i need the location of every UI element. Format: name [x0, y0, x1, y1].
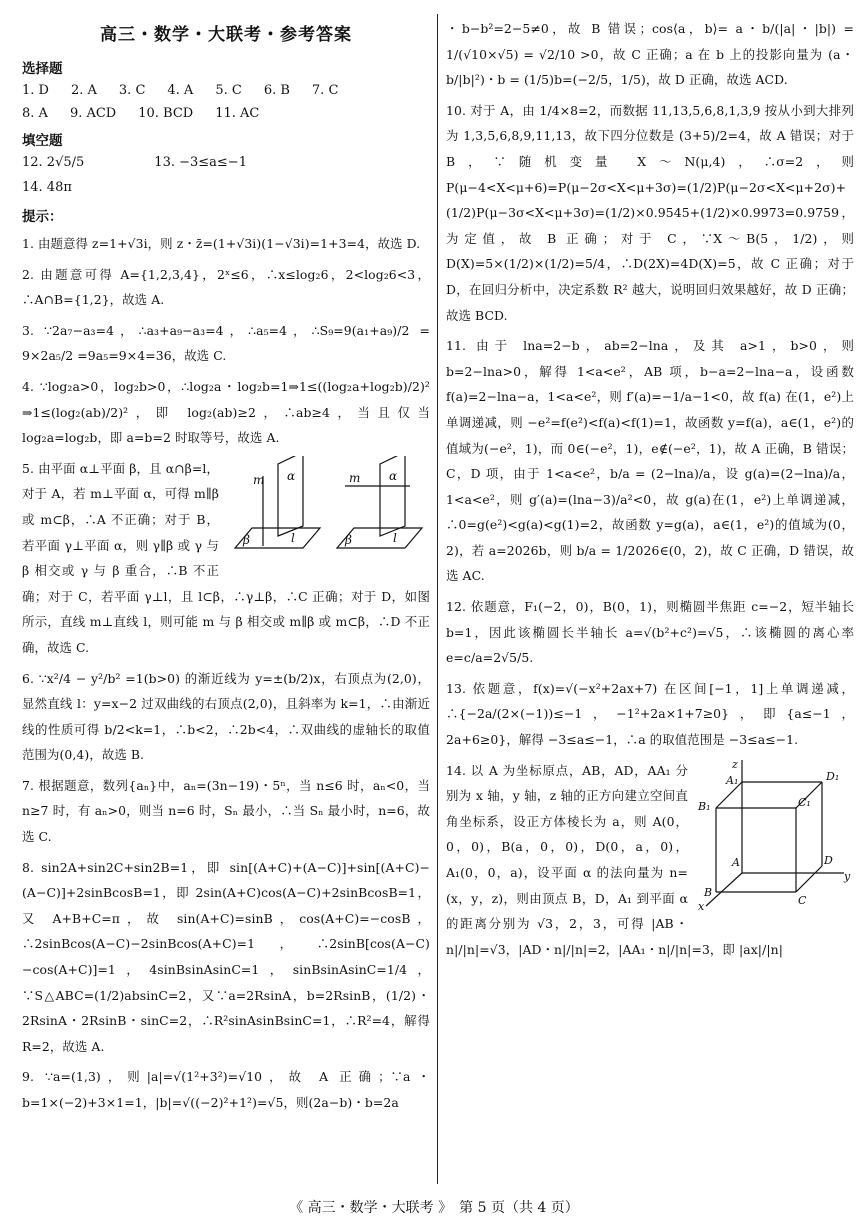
answer-10: 10. BCD	[138, 106, 194, 121]
answer-9: 9. ACD	[69, 106, 117, 121]
answer-11: 11. AC	[215, 106, 260, 121]
choice-heading: 选择题	[22, 61, 63, 77]
fig14-label-x: x	[698, 899, 705, 913]
hint-3: 3. ∵2a₇−a₃=4，∴a₃+a₉−a₃=4，∴a₅=4，∴S₉=9(a₁+a₉)/2 = 9×2a₅/2 =9a₅=9×4=36，故选 C.	[22, 322, 430, 364]
fig5-label-m2: m	[349, 470, 361, 485]
fig5-label-alpha: α	[287, 468, 296, 483]
answer-1: 1. D	[22, 83, 49, 98]
answer-13: 13. −3≤a≤−1	[154, 155, 247, 170]
hint-13: 13. 依题意，f(x)=√(−x²+2ax+7) 在区间[−1，1]上单调递减，∴{−2a/(2×(−1))≤−1，−1²+2a×1+7≥0}，即{a≤−1，2a+6≥0}，解得 −3≤a≤−1，∴a 的取值范围是 −3≤a≤−1.	[446, 680, 854, 748]
fig5-label-alpha2: α	[389, 468, 398, 483]
hint-1: 1. 由题意得 z=1+√3i，则 z・z̄=(1+√3i)(1−√3i)=1+3=4，故选 D.	[22, 236, 421, 251]
plane-figure	[225, 456, 430, 558]
hint-9: 9. ∵a=(1,3)，则|a|=√(1²+3²)=√10，故 A 正确；∵a・b=1×(−2)+3×1=1，|b|=√((−2)²+1²)=√5，则(2a−b)・b=2a	[22, 1069, 430, 1110]
fig14-label-b: B	[704, 885, 713, 899]
fig14-label-z: z	[732, 757, 738, 771]
fig14-label-a1: A₁	[726, 773, 739, 787]
fill-answers-row-2	[22, 180, 430, 195]
fig14-label-a: A	[732, 855, 740, 869]
choice-answers-row-1	[22, 83, 430, 98]
fig5-label-beta2: β	[345, 532, 352, 547]
answer-12: 12. 2√5/5	[22, 155, 85, 170]
answer-2: 2. A	[70, 83, 97, 98]
hint-2: 2. 由题意可得 A={1,2,3,4}，2ˣ≤6，∴x≤log₂6，2<log₂6<3，∴A∩B={1,2}，故选 A.	[22, 266, 430, 308]
answer-7: 7. C	[311, 83, 339, 98]
page-title: 高三・数学・大联考・参考答案	[100, 25, 352, 45]
plane-diagram-icon	[225, 456, 430, 558]
hint-11: 11. 由于 lna=2−b，ab=2−lna，及其 a>1，b>0，则 b=2−lna>0，解得 1<a<e²，AB 项，b−a=2−lna−a，设函数 f(a)=2−lna−a，1<a<e²，则 f′(a)=−1/a−1<0，故 f(a) 在(1，e²)上单调递减，则 −e²=f(e²)<f(a)<f(1)=1，故函数 y=f(a)，a∈(1，e²)的值域为(−e²，1)，而 0∈(−e²，1)，e∉(−e²，1)，故 A 正确，B 错误；C，D 项，由于 1<a<e²，b/a = (2−lna)/a，设 g(a)=(2−lna)/a，1<a<e²，则 g′(a)=(lna−3)/a²<0，故 g(a)在(1，e²)上单调递减，∴0=g(e²)<g(a)<g(1)=2，故函数 y=g(a)，a∈(1，e²)的值域为(0，2)，若 a=2026b，则 b/a = 1/2026∈(0，2)，故 C 正确，D 错误，故选 AC.	[446, 338, 854, 584]
answer-8: 8. A	[22, 106, 48, 121]
hint-4: 4. ∵log₂a>0，log₂b>0，∴log₂a・log₂b=1⇒1≤((log₂a+log₂b)/2)² ⇒1≤(log₂(ab)/2)²，即 log₂(ab)≥2，∴ab≥4，当且仅当 log₂a=log₂b，即 a=b=2 时取等号，故选 A.	[22, 378, 430, 446]
answer-3: 3. C	[118, 83, 146, 98]
fill-heading: 填空题	[22, 133, 63, 149]
hint-9-continued: ・b−b²=2−5≠0，故 B 错误；cos⟨a，b⟩= a・b/(|a|・|b|) = 1/(√10×√5) = √2/10 >0，故 C 正确；a 在 b 上的投影向量为 (a・b/|b|²)・b = (1/5)b=(−2/5，1/5)，故 D 正确，故选 ACD.	[446, 21, 854, 88]
hint-8: 8. sin2A+sin2C+sin2B=1，即 sin[(A+C)+(A−C)]+sin[(A+C)−(A−C)]+2sinBcosB=1，即 2sin(A+C)cos(A−C)+2sinBcosB=1，又 A+B+C=π，故 sin(A+C)=sinB，cos(A+C)=−cosB，∴2sinBcos(A−C)−2sinBcos(A+C)=1，∴2sinB[cos(A−C)−cos(A+C)]=1，4sinBsinAsinC=1，sinBsinAsinC=1/4，∵S△ABC=(1/2)absinC=2，又∵a=2RsinA，b=2RsinB，(1/2)・2RsinA・2RsinB・sinC=2，∴R²sinAsinBsinC=1，∴R²=4，解得 R=2，故选 A.	[22, 859, 430, 1054]
hint-14: 14. 以 A 为坐标原点，AB，AD，AA₁ 分别为 x 轴，y 轴，z 轴的正方向建立空间直角坐标系，设正方体棱长为 a，则 A(0，0，0)，B(a，0，0)，D(0，a，0)，A₁(0，0，a)，设平面 α 的法向量为 n=(x，y，z)，则由顶点 B，D，A₁ 到平面 α 的距离分别为 √3，2，3，可得 |AB・n|/|n|=√3，|AD・n|/|n|=2，|AA₁・n|/|n|=3，即 |ax|/|n|	[446, 762, 783, 957]
choice-answers-row-2	[22, 106, 430, 121]
fig5-label-beta: β	[243, 532, 250, 547]
hint-10: 10. 对于 A，由 1/4×8=2，而数据 11,13,5,6,8,1,3,9 按从小到大排列为 1,3,5,6,8,9,11,13，故下四分位数是 (3+5)/2=4，故 A 错误；对于 B，∵随机变量 X～N(μ,4)，∴σ=2，则 P(μ−4<X<μ+6)=P(μ−2σ<X<μ+3σ)=(1/2)P(μ−2σ<X<μ+2σ)+(1/2)P(μ−3σ<X<μ+3σ)=(1/2)×0.9545+(1/2)×0.9973=0.9759，为定值，故 B 正确；对于 C，∵X～B(5，1/2)，则 D(X)=5×(1/2)×(1/2)=5/4，∴D(2X)=4D(X)=5，故 C 正确；对于 D，在回归分析中，决定系数 R² 越大，说明回归效果越好，故 D 正确；故选 BCD.	[446, 102, 854, 323]
hint-12: 12. 依题意，F₁(−2，0)，B(0，1)，则椭圆半焦距 c=−2，短半轴长 b=1，因此该椭圆长半轴长 a=√(b²+c²)=√5，∴该椭圆的离心率 e=c/a=2√5/5.	[446, 599, 854, 666]
hint-7: 7. 根据题意，数列{aₙ}中，aₙ=(3n−19)・5ⁿ，当 n≤6 时，aₙ<0，当 n≥7 时，有 aₙ>0，则当 n=6 时，Sₙ 最小，∴当 Sₙ 最小时，n=6，故选 C.	[22, 777, 430, 845]
page-footer: 《 高三・数学・大联考 》 第 5 页（共 4 页）	[289, 1200, 579, 1216]
fig14-label-b1: B₁	[698, 799, 711, 813]
fig14-label-c: C	[798, 893, 807, 907]
fig14-label-c1: C₁	[798, 795, 811, 809]
hint-6: 6. ∵x²/4 − y²/b² =1(b>0) 的渐近线为 y=±(b/2)x，右顶点为(2,0)，显然直线 l：y=x−2 过双曲线的右顶点(2,0)，且斜率为 k=1，∴由渐近线的性质可得 b/2<k=1，∴b<2，∴2b<4，∴双曲线的虚轴长的取值范围为(0,4)，故选 B.	[22, 670, 430, 763]
answer-4: 4. A	[167, 83, 194, 98]
fig14-label-d: D	[824, 853, 833, 867]
left-column	[22, 16, 430, 1181]
answer-5: 5. C	[215, 83, 242, 98]
fig5-label-l2: l	[393, 530, 397, 545]
fig14-label-d1: D₁	[826, 769, 840, 783]
answer-6: 6. B	[263, 83, 290, 98]
column-divider	[437, 14, 438, 1184]
hint-5: 5. 由平面 α⊥平面 β，且 α∩β=l，对于 A，若 m⊥平面 α，可得 m∥β 或 m⊂β，∴A 不正确；对于 B，若平面 γ⊥平面 α，则 γ∥β 或 γ 与 β 相交或 γ 与 β 重合，∴B 不正确；对于 C，若平面 γ⊥l，且 l⊂β，∴γ⊥β，∴C 正确；对于 D，如图所示，直线 m⊥直线 l，则可能 m 与 β 相交或 m∥β 或 m⊂β，∴D 不正确，故选 C.	[22, 460, 430, 655]
cube-diagram-icon	[694, 758, 854, 913]
fig14-label-y: y	[844, 869, 851, 883]
fig5-label-m: m	[253, 472, 265, 487]
right-column	[446, 16, 854, 1181]
cube-figure	[694, 758, 854, 913]
hints-heading: 提示：	[22, 209, 63, 225]
fig5-label-l: l	[291, 530, 295, 545]
fill-answers-row	[22, 155, 430, 170]
answer-14: 14. 48π	[22, 180, 72, 195]
